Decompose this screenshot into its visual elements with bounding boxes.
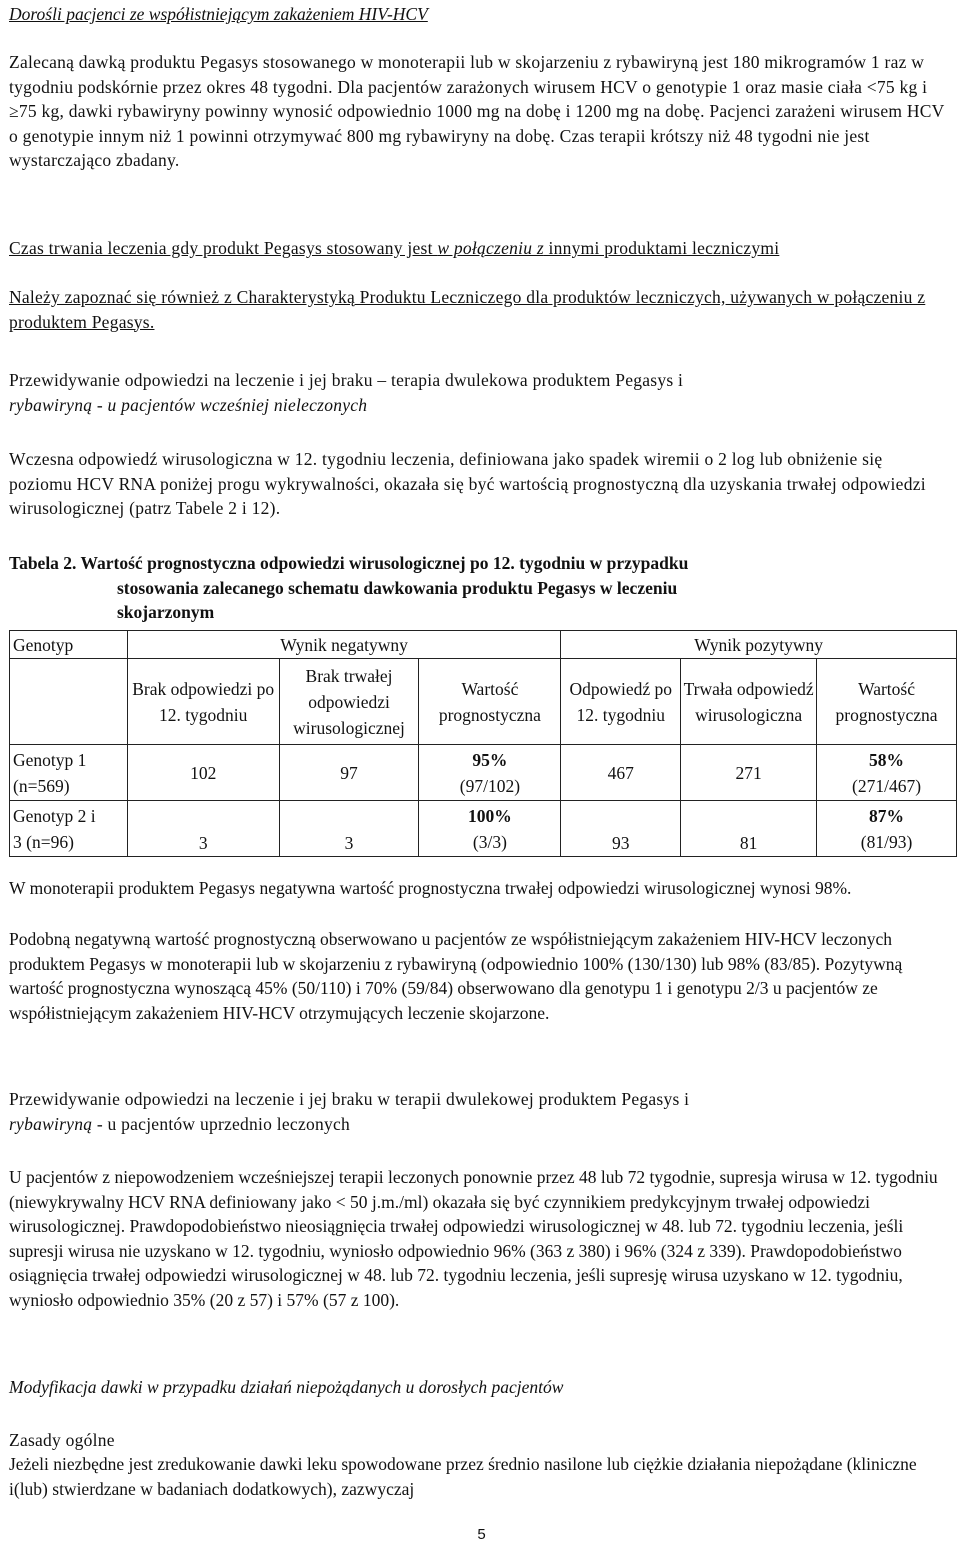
- header-positive: Wynik pozytywny: [561, 631, 957, 659]
- header-empty-cell: [10, 659, 128, 745]
- section-heading: Dorośli pacjenci ze współistniejącym zakażeniem HIV-HCV: [9, 4, 428, 24]
- header-no-svr: Brak trwałej odpowiedzi wirusologicznej: [279, 659, 419, 745]
- svr-cell: 271: [681, 745, 817, 801]
- header-ppv: Wartość prognostyczna: [817, 659, 957, 745]
- early-response-paragraph: Wczesna odpowiedź wirusologiczna w 12. tygodniu leczenia, definiowana jako spadek wiremii o 2 log lub obniżenie się poziomu HCV RNA poniżej progu wykrywalności, okazała się być wartością prognostyczną dla uzyskania trwałej odpowiedzi wirusologicznej (patrz Tabele 2 i 12).: [9, 449, 926, 518]
- header-response: Odpowiedź po 12. tygodniu: [561, 659, 681, 745]
- dosage-paragraph: Zalecaną dawką produktu Pegasys stosowanego w monoterapii lub w skojarzeniu z rybawiryną jest 180 mikrogramów 1 raz w tygodniu podskórnie przez okres 48 tygodni. Dla pacjentów zarażonych wirusem HCV o genotypie 1 oraz masie ciała <75 kg i ≥75 kg, dawki rybawiryny powinny wynosić odpowiednio 1000 mg na dobę i 1200 mg na dobę. Pacjenci zarażeni wirusem HCV o genotypie innym niż 1 powinni otrzymywać 800 mg rybawiryny na dobę. Czas terapii krótszy niż 48 tygodni nie jest wystarczająco zbadany.: [9, 52, 945, 170]
- dose-reduction-paragraph: Jeżeli niezbędne jest zredukowanie dawki leku spowodowane przez średnio nasilone lub ciężkie działania niepożądane (kliniczne i(lub) stwierdzane w badaniach dodatkowych), zazwyczaj: [9, 1454, 917, 1499]
- hiv-hcv-paragraph: Podobną negatywną wartość prognostyczną obserwowano u pacjentów ze współistniejącym zakażeniem HIV-HCV leczonych produktem Pegasys w monoterapii lub w skojarzeniu z rybawiryną (odpowiednio 100% (130/130) lub 98% (83/85). Pozytywną wartość prognostyczna wynoszącą 45% (50/110) i 70% (59/84) obserwowano dla genotypu 1 i genotypu 2/3 u pacjentów ze współistniejącym zakażeniem HIV-HCV otrzymujących leczenie skojarzone.: [9, 929, 903, 1023]
- table-caption-line3: skojarzonym: [117, 602, 215, 622]
- combo-text: Należy zapoznać się również z Charakterystyką Produktu Leczniczego dla produktów leczniczych, używanych w połączeniu z produktem Pegasys.: [9, 287, 926, 332]
- retreatment-paragraph: U pacjentów z niepowodzeniem wcześniejszej terapii leczonych ponownie przez 48 lub 72 tygodnie, supresja wirusa w 12. tygodniu (niewykrywalny HCV RNA definiowany jako < 50 j.m./ml) okazała się być czynnikiem predykcyjnym trwałej odpowiedzi wirusologicznej. Prawdopodobieństwo nieosiągnięcia trwałej odpowiedzi wirusologicznej w 48. lub 72. tygodniu leczenia, jeśli supresji wirusa nie uzyskano w 12. tygodniu, wyniosło odpowiednio 96% (363 z 380) i 96% (324 z 339). Prawdopodobieństwo osiągnięcia trwałej odpowiedzi wirusologicznej w 48. lub 72. tygodniu leczenia, jeśli supresję wirusa uzyskano w 12. tygodniu, wyniosło odpowiednio 35% (20 z 57) i 57% (57 z 100).: [9, 1167, 938, 1310]
- table-caption: [9, 551, 954, 625]
- combo-title-part-b: w połączeniu z: [437, 238, 544, 258]
- prediction-title-2-line1: Przewidywanie odpowiedzi na leczenie i jej braku w terapii dwulekowej produktem Pegasys i: [9, 1089, 690, 1109]
- table-row: [10, 745, 957, 801]
- combo-title-part-a: Czas trwania leczenia gdy produkt Pegasys stosowany jest: [9, 238, 438, 258]
- dose-modification-title: Modyfikacja dawki w przypadku działań niepożądanych u dorosłych pacjentów: [9, 1377, 564, 1397]
- response-cell: 467: [561, 745, 681, 801]
- prediction-title-2: [9, 1087, 949, 1136]
- header-no-response: Brak odpowiedzi po 12. tygodniu: [127, 659, 279, 745]
- header-genotyp: Genotyp: [10, 631, 128, 659]
- header-negative: Wynik negatywny: [127, 631, 561, 659]
- table-row: [10, 801, 957, 857]
- prediction-title-1: [9, 368, 949, 417]
- page-number: 5: [477, 1526, 486, 1543]
- general-rules-title: Zasady ogólne: [9, 1430, 115, 1450]
- prediction-title-2-line2b: - u pacjentów uprzednio leczonych: [92, 1113, 350, 1134]
- npv-cell: 100% (3/3): [419, 801, 561, 857]
- no-svr-cell: 3: [279, 801, 419, 857]
- prediction-title-1-line1: Przewidywanie odpowiedzi na leczenie i jej braku – terapia dwulekowa produktem Pegasys i: [9, 370, 684, 390]
- monotherapy-paragraph: W monoterapii produktem Pegasys negatywna wartość prognostyczna trwałej odpowiedzi wirusologicznej wynosi 98%.: [9, 878, 852, 898]
- prediction-title-1-line2: rybawiryną - u pacjentów wcześniej nieleczonych: [9, 394, 368, 415]
- combo-title: [9, 236, 949, 261]
- genotype-cell: Genotyp 2 i 3 (n=96): [10, 801, 128, 857]
- header-npv: Wartość prognostyczna: [419, 659, 561, 745]
- prediction-title-2-line2a: rybawiryną: [9, 1113, 93, 1134]
- svr-cell: 81: [681, 801, 817, 857]
- combo-title-part-c: innymi produktami leczniczymi: [543, 238, 780, 258]
- response-cell: 93: [561, 801, 681, 857]
- prognostic-table: [9, 630, 957, 857]
- no-response-cell: 3: [127, 801, 279, 857]
- genotype-cell: Genotyp 1 (n=569): [10, 745, 128, 801]
- header-svr: Trwała odpowiedź wirusologiczna: [681, 659, 817, 745]
- no-response-cell: 102: [127, 745, 279, 801]
- ppv-cell: 87% (81/93): [817, 801, 957, 857]
- table-caption-line2: stosowania zalecanego schematu dawkowania produktu Pegasys w leczeniu: [117, 577, 678, 598]
- table-caption-line1: Tabela 2. Wartość prognostyczna odpowiedzi wirusologicznej po 12. tygodniu w przypadku: [9, 553, 689, 573]
- no-svr-cell: 97: [279, 745, 419, 801]
- npv-cell: 95% (97/102): [419, 745, 561, 801]
- ppv-cell: 58% (271/467): [817, 745, 957, 801]
